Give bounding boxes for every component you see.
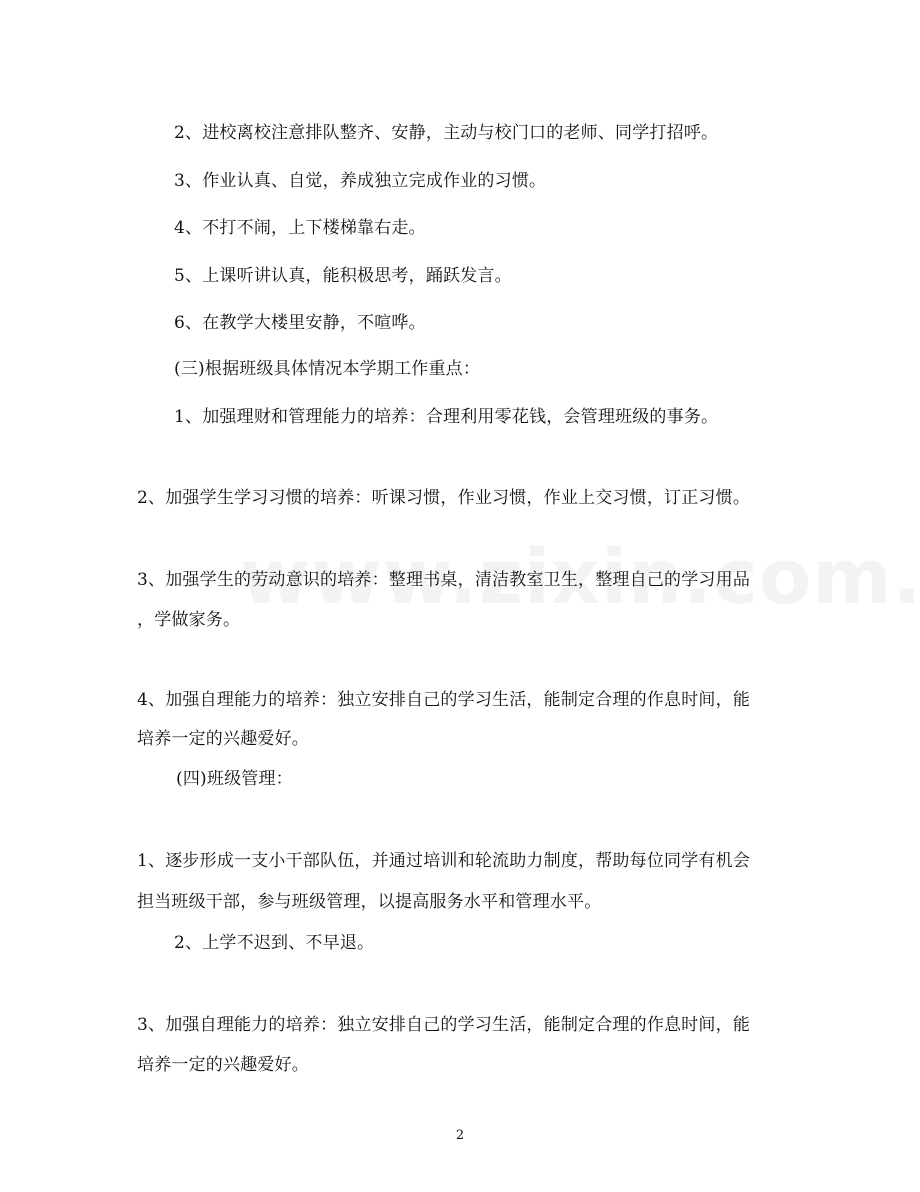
paragraph-line: 3、作业认真、自觉，养成独立完成作业的习惯。 [174,171,547,191]
page-number: 2 [455,1128,465,1143]
paragraph-line: 5、上课听讲认真，能积极思考，踊跃发言。 [174,266,512,286]
paragraph-line: 3、加强自理能力的培养：独立安排自己的学习生活，能制定合理的作息时间，能 [137,1015,751,1035]
paragraph-line: 4、不打不闹，上下楼梯靠右走。 [174,218,426,238]
paragraph-line: 1、加强理财和管理能力的培养：合理利用零花钱，会管理班级的事务。 [174,407,719,427]
paragraph-line: 6、在教学大楼里安静，不喧哗。 [174,313,426,333]
section-heading: (三)根据班级具体情况本学期工作重点： [174,359,481,379]
paragraph-line: 1、逐步形成一支小干部队伍，并通过培训和轮流助力制度，帮助每位同学有机会 [137,851,751,871]
paragraph-line: 担当班级干部，参与班级管理，以提高服务水平和管理水平。 [137,892,602,912]
paragraph-line: 2、加强学生学习习惯的培养：听课习惯，作业习惯，作业上交习惯，订正习惯。 [137,488,751,508]
paragraph-line: 培养一定的兴趣爱好。 [137,729,309,749]
paragraph-line: ，学做家务。 [137,610,241,630]
paragraph-line: 2、进校离校注意排队整齐、安静，主动与校门口的老师、同学打招呼。 [174,123,719,143]
section-heading: (四)班级管理： [176,769,293,789]
paragraph-line: 培养一定的兴趣爱好。 [137,1055,309,1075]
paragraph-line: 4、加强自理能力的培养：独立安排自己的学习生活，能制定合理的作息时间，能 [137,690,751,710]
paragraph-line: 2、上学不迟到、不早退。 [174,933,375,953]
paragraph-line: 3、加强学生的劳动意识的培养：整理书桌，清洁教室卫生，整理自己的学习用品 [137,570,751,590]
